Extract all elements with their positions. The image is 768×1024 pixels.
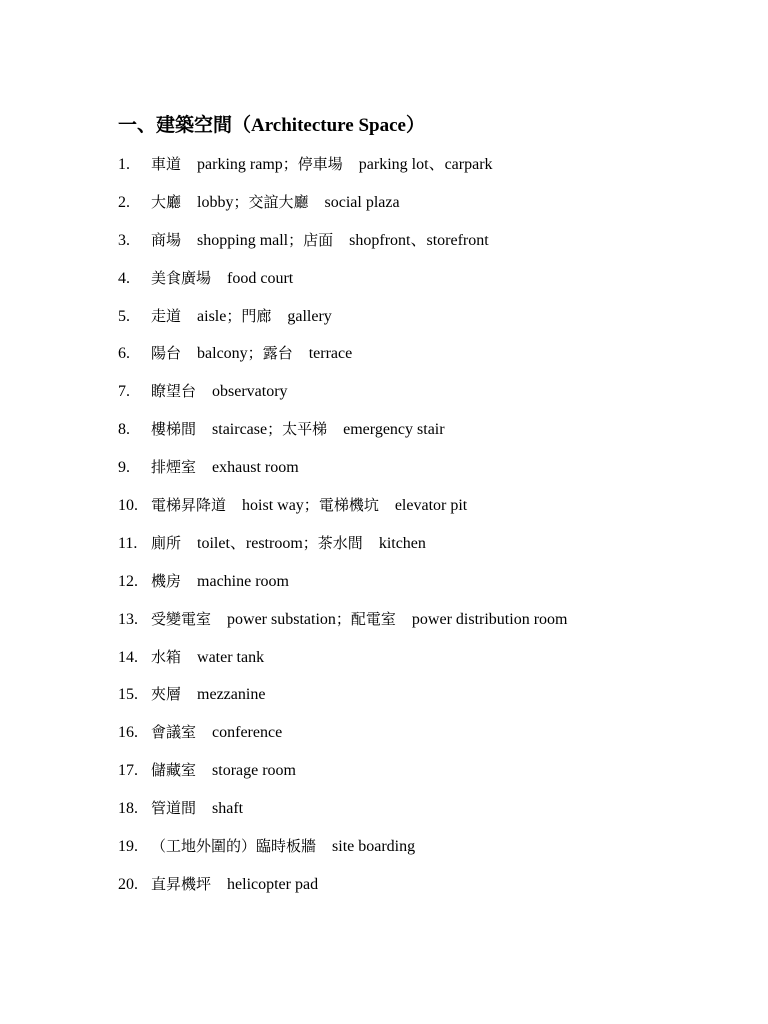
item-number: 18.	[118, 800, 138, 818]
english-term: site boarding	[332, 838, 416, 856]
item-number: 1.	[118, 156, 130, 173]
chinese-term: 電梯昇降道	[151, 496, 227, 515]
english-term-alt: elevator pit	[394, 497, 468, 515]
chinese-term: 大廳	[151, 192, 182, 211]
list-item	[118, 415, 567, 453]
english-term-alt: social plaza	[324, 193, 400, 211]
list-item	[118, 188, 567, 226]
chinese-term: 水箱	[151, 647, 182, 666]
chinese-term-alt: 店面	[303, 230, 334, 249]
item-number: 5.	[118, 307, 130, 325]
separator: ；	[282, 155, 298, 173]
chinese-term: 廁所	[151, 533, 182, 552]
english-term-alt: gallery	[287, 307, 332, 325]
english-term: water tank	[197, 648, 265, 666]
english-term: food court	[227, 269, 294, 287]
separator: ；	[267, 420, 283, 439]
chinese-term-alt: 停車場	[297, 155, 343, 173]
item-number: 10.	[118, 497, 138, 515]
list-item	[118, 377, 567, 415]
list-item	[118, 567, 567, 605]
list-item	[118, 718, 567, 756]
english-term: shopping mall	[197, 231, 289, 249]
item-number: 17.	[118, 762, 138, 780]
chinese-term-alt: 茶水間	[317, 533, 363, 552]
separator: ；	[233, 192, 249, 211]
separator: ；	[288, 230, 304, 249]
list-item	[118, 605, 567, 643]
separator: ；	[335, 609, 351, 628]
separator: ；	[247, 344, 263, 363]
chinese-term: 儲藏室	[151, 761, 197, 780]
list-item	[118, 832, 567, 870]
english-term: storage room	[212, 762, 296, 780]
chinese-term-alt: 電梯機坑	[318, 496, 379, 515]
chinese-term: 美食廣場	[151, 268, 212, 287]
english-term-alt: parking lot、carpark	[358, 156, 493, 173]
item-number: 15.	[118, 686, 138, 704]
separator: ；	[303, 496, 319, 515]
list-item	[118, 870, 567, 908]
list-item	[118, 264, 567, 302]
separator: ；	[302, 533, 318, 552]
item-number: 13.	[118, 610, 138, 628]
chinese-term: 夾層	[151, 685, 182, 704]
english-term: hoist way	[242, 497, 304, 515]
list-item	[118, 529, 567, 567]
list-item	[118, 794, 567, 832]
chinese-term: 管道間	[151, 799, 197, 818]
english-term: exhaust room	[212, 459, 299, 477]
chinese-term: 陽台	[151, 344, 182, 363]
list-item	[118, 756, 567, 794]
chinese-term: （工地外圍的）臨時板牆	[151, 837, 317, 856]
english-term: balcony	[197, 345, 248, 363]
chinese-term: 商場	[151, 230, 182, 249]
english-term-alt: power distribution room	[411, 610, 568, 628]
english-term: toilet、restroom	[197, 534, 303, 552]
list-item	[118, 150, 567, 188]
english-term: helicopter pad	[227, 875, 319, 893]
chinese-term-alt: 露台	[262, 344, 293, 363]
item-number: 6.	[118, 345, 130, 363]
term-list	[118, 150, 567, 908]
item-number: 4.	[118, 269, 130, 287]
english-term: power substation	[227, 610, 336, 628]
english-term-alt: shopfront、storefront	[349, 231, 489, 249]
list-item	[118, 680, 567, 718]
item-number: 3.	[118, 231, 130, 249]
english-term: observatory	[212, 383, 288, 401]
english-term: parking ramp	[197, 156, 283, 173]
list-item	[118, 339, 567, 377]
chinese-term: 瞭望台	[151, 382, 197, 401]
list-item	[118, 302, 567, 340]
english-term: lobby	[197, 193, 234, 211]
english-term-alt: kitchen	[378, 534, 426, 552]
chinese-term: 車道	[151, 155, 182, 173]
separator: ；	[226, 306, 242, 325]
list-item	[118, 453, 567, 491]
item-number: 11.	[118, 534, 138, 552]
english-term: shaft	[212, 800, 244, 818]
list-item	[118, 226, 567, 264]
section-heading: 一、建築空間（Architecture Space）	[118, 115, 425, 136]
chinese-term: 會議室	[151, 723, 197, 742]
chinese-term: 受變電室	[151, 609, 212, 628]
item-number: 20.	[118, 875, 138, 893]
english-term: mezzanine	[197, 686, 266, 704]
list-item	[118, 643, 567, 681]
chinese-term-alt: 太平梯	[282, 420, 328, 439]
list-item	[118, 491, 567, 529]
item-number: 14.	[118, 648, 138, 666]
english-term: machine room	[197, 572, 289, 590]
chinese-term-alt: 門廊	[241, 306, 272, 325]
english-term-alt: emergency stair	[343, 421, 445, 439]
chinese-term: 走道	[151, 306, 182, 325]
chinese-term: 直昇機坪	[151, 874, 212, 893]
english-term: conference	[212, 724, 283, 742]
english-term-alt: terrace	[308, 345, 353, 363]
chinese-term: 排煙室	[151, 458, 197, 477]
chinese-term: 樓梯間	[151, 420, 197, 439]
english-term: staircase	[212, 421, 268, 439]
item-number: 9.	[118, 459, 130, 477]
english-term: aisle	[197, 307, 227, 325]
item-number: 7.	[118, 383, 130, 401]
item-number: 16.	[118, 724, 138, 742]
item-number: 12.	[118, 572, 138, 590]
chinese-term-alt: 交誼大廳	[248, 192, 309, 211]
chinese-term-alt: 配電室	[350, 609, 396, 628]
item-number: 8.	[118, 421, 130, 439]
item-number: 19.	[118, 838, 138, 856]
chinese-term: 機房	[151, 571, 182, 590]
item-number: 2.	[118, 193, 130, 211]
